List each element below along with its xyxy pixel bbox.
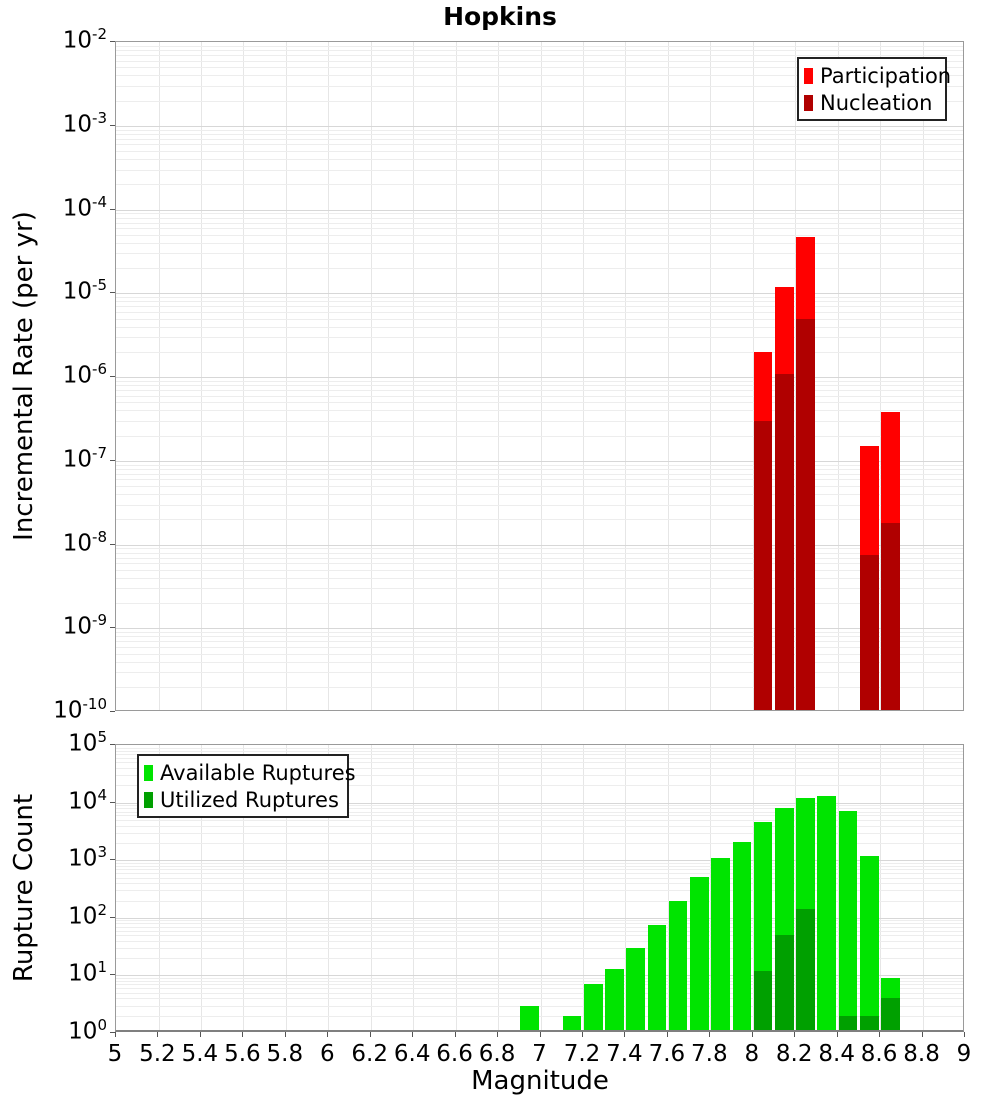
- gridline-minor: [116, 385, 963, 386]
- x-tick-label: 6.2: [351, 1041, 388, 1067]
- gridline-minor: [116, 632, 963, 633]
- gridline-minor: [116, 50, 963, 51]
- available-ruptures-bar: [626, 948, 645, 1032]
- x-tick: [455, 1032, 456, 1037]
- x-tick-label: 5.2: [139, 1041, 176, 1067]
- gridline-minor: [116, 184, 963, 185]
- y-tick: [110, 917, 115, 918]
- x-tick: [412, 1032, 413, 1037]
- x-tick-label: 7.8: [691, 1041, 728, 1067]
- participation-swatch-icon: [804, 68, 813, 84]
- gridline-vertical: [498, 42, 499, 710]
- y-tick: [110, 41, 115, 42]
- gridline-minor: [116, 641, 963, 642]
- legend-label: Available Ruptures: [160, 760, 356, 785]
- gridline-minor: [116, 151, 963, 152]
- utilized-ruptures-bar: [881, 998, 900, 1032]
- gridline-minor: [116, 352, 963, 353]
- available-ruptures-bar: [817, 796, 836, 1032]
- x-tick: [879, 1032, 880, 1037]
- x-tick-label: 6.6: [436, 1041, 473, 1067]
- gridline-minor: [116, 243, 963, 244]
- x-tick: [964, 1032, 965, 1037]
- gridline-vertical: [541, 42, 542, 710]
- gridline-minor: [116, 218, 963, 219]
- rupture-legend: [137, 754, 356, 818]
- nucleation-bar: [860, 555, 879, 711]
- gridline-minor: [116, 159, 963, 160]
- gridline-minor: [116, 46, 963, 47]
- rate-legend: [797, 57, 952, 121]
- x-tick: [752, 1032, 753, 1037]
- gridline-minor: [116, 672, 963, 673]
- x-tick: [115, 1032, 116, 1037]
- gridline-minor: [116, 687, 963, 688]
- x-tick: [624, 1032, 625, 1037]
- y-tick: [110, 125, 115, 126]
- gridline-minor: [116, 578, 963, 579]
- available-ruptures-bar: [711, 858, 730, 1032]
- gridline-minor: [116, 588, 963, 589]
- utilized-ruptures-bar: [796, 909, 815, 1032]
- gridline-minor: [116, 553, 963, 554]
- gridline-minor: [116, 603, 963, 604]
- nucleation-bar: [754, 421, 773, 711]
- gridline-minor: [116, 494, 963, 495]
- x-tick-label: 7.4: [606, 1041, 643, 1067]
- gridline-vertical: [668, 42, 669, 710]
- available-ruptures-bar: [860, 856, 879, 1032]
- nucleation-swatch-icon: [804, 95, 813, 111]
- gridline-major: [116, 126, 963, 127]
- y-tick-label: $10^{-7}$: [62, 443, 107, 473]
- legend-item-utilized-ruptures: [144, 786, 343, 813]
- gridline-major: [116, 210, 963, 211]
- x-tick-label: 9: [956, 1041, 972, 1067]
- y-tick-label: $10^{-4}$: [62, 192, 107, 222]
- y-tick: [110, 802, 115, 803]
- available-ruptures-bar: [520, 1006, 539, 1033]
- y-tick-label: $10^{-10}$: [53, 694, 107, 724]
- x-tick: [200, 1032, 201, 1037]
- gridline-minor: [116, 144, 963, 145]
- y-tick: [110, 292, 115, 293]
- nucleation-bar: [881, 523, 900, 711]
- gridline-minor: [116, 662, 963, 663]
- gridline-minor: [116, 436, 963, 437]
- gridline-minor: [116, 479, 963, 480]
- y-tick-label: $10^1$: [68, 958, 107, 987]
- x-tick-label: 5.4: [181, 1041, 219, 1067]
- gridline-vertical: [710, 42, 711, 710]
- gridline-minor: [116, 558, 963, 559]
- gridline-minor: [116, 465, 963, 466]
- gridline-vertical: [201, 42, 202, 710]
- x-tick-label: 7.2: [563, 1041, 601, 1067]
- available-ruptures-bar: [584, 984, 603, 1032]
- gridline-vertical: [838, 42, 839, 710]
- utilized-ruptures-bar: [860, 1016, 879, 1032]
- x-tick: [582, 1032, 583, 1037]
- y-tick-label: $10^0$: [68, 1015, 107, 1045]
- x-tick: [370, 1032, 371, 1037]
- x-tick-label: 7: [532, 1041, 547, 1067]
- gridline-minor: [116, 636, 963, 637]
- legend-label: Nucleation: [820, 90, 933, 115]
- gridline-minor: [116, 170, 963, 171]
- x-tick-label: 8.8: [903, 1041, 940, 1067]
- y-tick-label: $10^{-5}$: [62, 276, 107, 305]
- gridline-minor: [116, 213, 963, 214]
- gridline-minor: [116, 319, 963, 320]
- y-tick: [110, 711, 115, 712]
- gridline-minor: [116, 312, 963, 313]
- gridline-major: [116, 628, 963, 629]
- gridline-minor: [116, 410, 963, 411]
- x-tick: [157, 1032, 158, 1037]
- gridline-minor: [116, 134, 963, 135]
- y-axis-label-bottom: Rupture Count: [9, 793, 39, 983]
- utilized-ruptures-bar: [839, 1016, 858, 1032]
- gridline-vertical: [413, 42, 414, 710]
- gridline-major: [116, 461, 963, 462]
- gridline-minor: [116, 469, 963, 470]
- x-tick: [540, 1032, 541, 1037]
- y-tick: [110, 627, 115, 628]
- gridline-minor: [116, 396, 963, 397]
- x-tick: [709, 1032, 710, 1037]
- legend-item-available-ruptures: [144, 759, 356, 786]
- gridline-minor: [116, 130, 963, 131]
- gridline-vertical: [583, 42, 584, 710]
- x-tick: [837, 1032, 838, 1037]
- gridline-minor: [116, 306, 963, 307]
- available-ruptures-bar: [690, 877, 709, 1032]
- y-tick: [110, 744, 115, 745]
- available-ruptures-swatch-icon: [144, 765, 153, 781]
- gridline-minor: [116, 474, 963, 475]
- x-tick-label: 5.8: [266, 1041, 304, 1067]
- x-tick: [794, 1032, 795, 1037]
- x-tick: [667, 1032, 668, 1037]
- gridline-vertical: [625, 42, 626, 710]
- gridline-vertical: [243, 42, 244, 710]
- y-axis-label-top: Incremental Rate (per yr): [9, 211, 39, 541]
- nucleation-bar: [796, 319, 815, 712]
- available-ruptures-bar: [733, 842, 752, 1032]
- gridline-minor: [116, 402, 963, 403]
- gridline-minor: [116, 570, 963, 571]
- gridline-minor: [116, 337, 963, 338]
- gridline-minor: [116, 390, 963, 391]
- gridline-minor: [116, 563, 963, 564]
- gridline-major: [116, 377, 963, 378]
- y-tick-label: $10^{-8}$: [62, 527, 107, 557]
- gridline-minor: [116, 421, 963, 422]
- gridline-vertical: [328, 42, 329, 710]
- gridline-minor: [116, 223, 963, 224]
- gridline-vertical: [159, 42, 160, 710]
- gridline-vertical: [286, 42, 287, 710]
- gridline-major: [116, 293, 963, 294]
- utilized-ruptures-swatch-icon: [144, 792, 153, 808]
- gridline-minor: [116, 327, 963, 328]
- legend-item-nucleation: [804, 89, 941, 116]
- x-tick-label: 5: [107, 1041, 123, 1067]
- legend-label: Utilized Ruptures: [160, 787, 339, 812]
- x-tick-label: 5.6: [224, 1041, 261, 1067]
- gridline-minor: [116, 139, 963, 140]
- x-tick-label: 8: [744, 1041, 760, 1067]
- gridline-vertical: [371, 42, 372, 710]
- x-tick: [285, 1032, 286, 1037]
- y-tick-label: $10^4$: [68, 785, 107, 815]
- legend-label: Participation: [820, 63, 952, 88]
- x-tick-label: 6.8: [478, 1041, 516, 1067]
- nucleation-bar: [775, 374, 794, 712]
- y-tick-label: $10^5$: [68, 727, 107, 757]
- gridline-minor: [116, 505, 963, 506]
- y-tick-label: $10^2$: [68, 900, 107, 930]
- gridline-minor: [116, 228, 963, 229]
- y-tick: [110, 376, 115, 377]
- x-tick: [327, 1032, 328, 1037]
- y-tick: [110, 859, 115, 860]
- y-tick: [110, 460, 115, 461]
- page-title: Hopkins: [443, 2, 557, 31]
- gridline-minor: [116, 519, 963, 520]
- x-tick-label: 6: [319, 1041, 335, 1067]
- gridline-minor: [116, 548, 963, 549]
- gridline-minor: [116, 654, 963, 655]
- x-axis-label: Magnitude: [471, 1066, 609, 1096]
- x-tick-label: 8.6: [860, 1041, 898, 1067]
- gridline-minor: [116, 751, 963, 752]
- available-ruptures-bar: [605, 969, 624, 1032]
- x-tick: [497, 1032, 498, 1037]
- gridline-minor: [116, 235, 963, 236]
- y-tick: [110, 544, 115, 545]
- gridline-minor: [116, 55, 963, 56]
- x-tick-label: 8.2: [775, 1041, 813, 1067]
- gridline-minor: [116, 297, 963, 298]
- y-tick-label: $10^3$: [68, 843, 107, 872]
- incremental-rate-plot: [115, 41, 964, 711]
- y-tick-label: $10^{-3}$: [62, 108, 107, 138]
- gridline-minor: [116, 268, 963, 269]
- available-ruptures-bar: [839, 811, 858, 1033]
- gridline-major: [116, 545, 963, 546]
- x-tick-label: 8.4: [818, 1041, 855, 1067]
- x-tick-label: 6.4: [393, 1041, 431, 1067]
- x-tick-label: 7.6: [648, 1041, 686, 1067]
- gridline-minor: [116, 301, 963, 302]
- gridline-vertical: [923, 42, 924, 710]
- x-tick: [922, 1032, 923, 1037]
- gridline-minor: [116, 253, 963, 254]
- x-tick: [242, 1032, 243, 1037]
- y-tick: [110, 974, 115, 975]
- y-tick-label: $10^{-6}$: [62, 359, 107, 389]
- available-ruptures-bar: [669, 901, 688, 1033]
- gridline-minor: [116, 486, 963, 487]
- y-tick-label: $10^{-9}$: [62, 611, 107, 640]
- available-ruptures-bar: [648, 925, 667, 1032]
- legend-item-participation: [804, 62, 952, 89]
- available-ruptures-bar: [563, 1016, 582, 1032]
- gridline-minor: [116, 381, 963, 382]
- utilized-ruptures-bar: [754, 971, 773, 1032]
- y-tick-label: $10^{-2}$: [62, 24, 107, 54]
- utilized-ruptures-bar: [775, 935, 794, 1032]
- gridline-minor: [116, 748, 963, 749]
- gridline-minor: [116, 647, 963, 648]
- y-tick: [110, 209, 115, 210]
- gridline-vertical: [456, 42, 457, 710]
